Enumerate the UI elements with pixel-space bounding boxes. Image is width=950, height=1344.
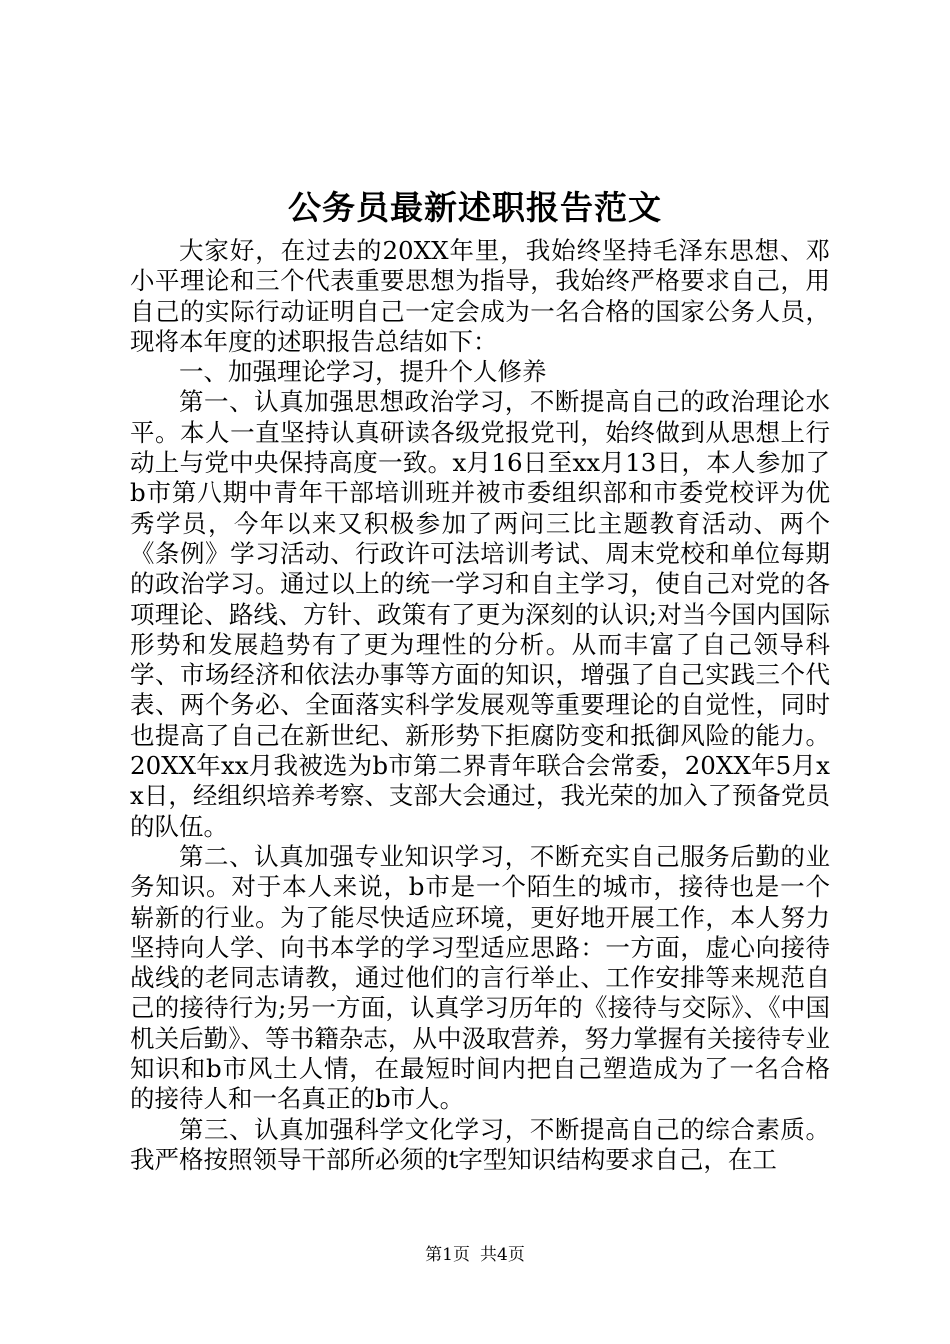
paragraph-point-2: 第二、认真加强专业知识学习，不断充实自己服务后勤的业务知识。对于本人来说，b市是一个陌生的城市，接待也是一个崭新的行业。为了能尽快适应环境，更好地开展工作，本人努力坚持向人学、向书本学的学习型适应思路：一方面，虚心向接待战线的老同志请教，通过他们的言行举止、工作安排等来规范自己的接待行为;另一方面，认真学习历年的《接待与交际》、《中国机关后勤》、等书籍杂志，从中汲取营养，努力掌握有关接待专业知识和b市风土人情，在最短时间内把自己塑造成为了一名合格的接待人和一名真正的b市人。 xyxy=(130,841,830,1114)
page-number: 第1页 xyxy=(425,1245,470,1265)
document-title: 公务员最新述职报告范文 xyxy=(288,188,662,227)
page-footer xyxy=(0,1244,950,1266)
paragraph-intro: 大家好，在过去的20XX年里，我始终坚持毛泽东思想、邓小平理论和三个代表重要思想为指导，我始终严格要求自己，用自己的实际行动证明自己一定会成为一名合格的国家公务人员，现将本年度的述职报告总结如下： xyxy=(130,236,830,356)
paragraph-point-1: 第一、认真加强思想政治学习，不断提高自己的政治理论水平。本人一直坚持认真研读各级党报党刊，始终做到从思想上行动上与党中央保持高度一致。x月16日至xx月13日，本人参加了b市第八期中青年干部培训班并被市委组织部和市委党校评为优秀学员，今年以来又积极参加了两问三比主题教育活动、两个《条例》学习活动、行政许可法培训考试、周末党校和单位每期的政治学习。通过以上的统一学习和自主学习，使自己对党的各项理论、路线、方针、政策有了更为深刻的认识;对当今国内国际形势和发展趋势有了更为理性的分析。从而丰富了自己领导科学、市场经济和依法办事等方面的知识，增强了自己实践三个代表、两个务必、全面落实科学发展观等重要理论的自觉性，同时也提高了自己在新世纪、新形势下拒腐防变和抵御风险的能力。20XX年xx月我被选为b市第二界青年联合会常委，20XX年5月xx日，经组织培养考察、支部大会通过，我光荣的加入了预备党员的队伍。 xyxy=(130,387,830,841)
page-total: 共4页 xyxy=(480,1245,525,1265)
document-body xyxy=(130,236,830,1175)
paragraph-point-3: 第三、认真加强科学文化学习，不断提高自己的综合素质。我严格按照领导干部所必须的t字型知识结构要求自己，在工 xyxy=(130,1114,830,1174)
section-heading-1: 一、加强理论学习，提升个人修养 xyxy=(179,357,547,387)
